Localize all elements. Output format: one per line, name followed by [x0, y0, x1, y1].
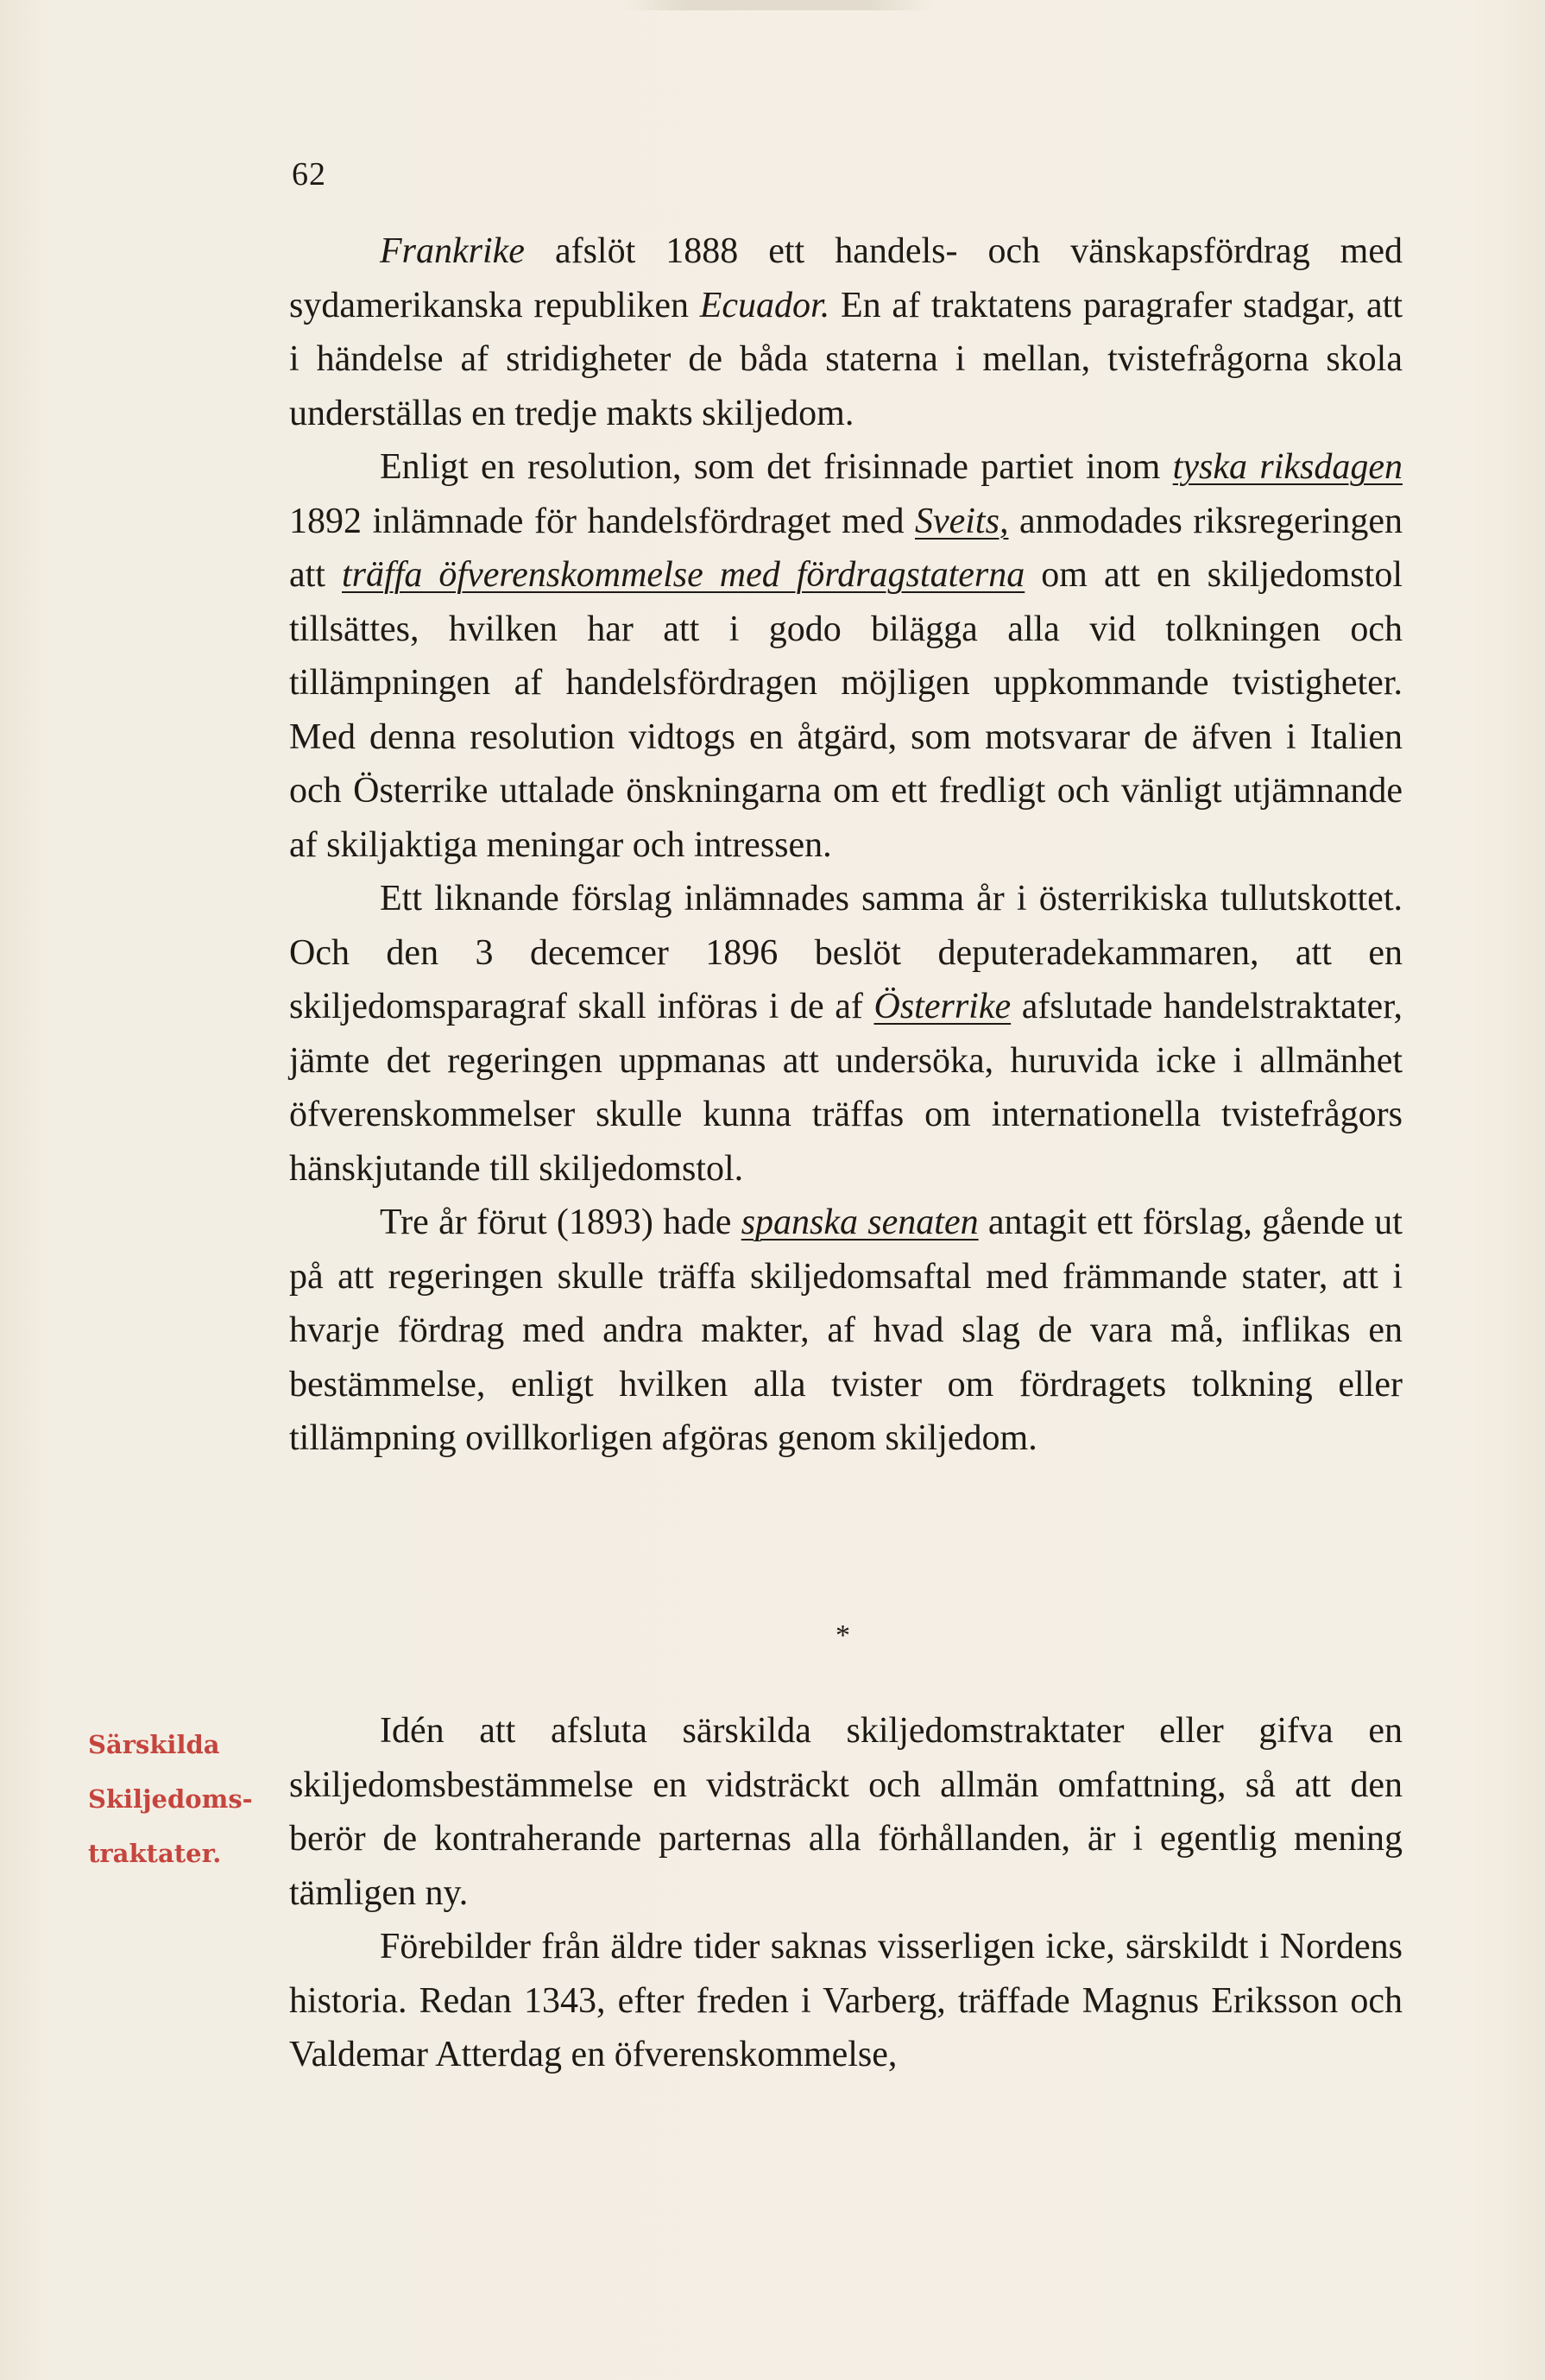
main-text-block-lower: [289, 1704, 1403, 2082]
paragraph-4-text-b: antagit ett förslag, gående ut på att regeringen skulle träffa skiljedomsaftal med främmande stater, att i hvarje fördrag med andra makter, af hvad slag de vara må, inflikas en bestämmelse, enligt hvilken alla tvister om fördragets tolkning eller tillämpning ovillkorligen afgöras genom skiljedom.: [289, 1203, 1403, 1458]
paragraph-4-text-a: Tre år förut (1893) hade: [380, 1203, 741, 1242]
paragraph-6: Förebilder från äldre tider saknas visserligen icke, särskildt i Nordens historia. Redan 1343, efter freden i Varberg, träffade Magnus Eriksson och Valdemar Atterdag en öfverenskommelse,: [289, 1927, 1403, 2074]
emphasis-spanska-senaten: spanska senaten: [741, 1203, 979, 1242]
emphasis-tyska-riksdagen: tyska riksdagen: [1172, 447, 1403, 487]
paragraph-5: Idén att afsluta särskilda skiljedomstraktater eller gifva en skiljedomsbestämmelse en vidsträckt och allmän omfattning, så att den berör de kontraherande parternas alla förhållanden, är i egentlig mening tämligen ny.: [289, 1711, 1403, 1913]
page-number: 62: [292, 156, 326, 193]
emphasis-frankrike: Frankrike: [380, 231, 525, 271]
emphasis-sveits: Sveits,: [914, 501, 1009, 541]
paragraph-3-text-b: afslutade handelstraktater, jämte det regeringen uppmanas att undersöka, huruvida icke i allmänhet öfverenskommelser skulle kunna träffas om internationella tvistefrågors hänskjutande till skiljedomstol.: [289, 987, 1403, 1189]
paragraph-2-text-d: om att en skiljedomstol tillsättes, hvilken har att i godo bilägga alla vid tolkningen och tillämpningen af handelsfördragen möjligen uppkommande tvistigheter. Med denna resolution vidtogs en åtgärd, som motsvarar de äfven i Italien och Österrike uttalade önskningarna om ett fredligt och vänligt utjämnande af skiljaktiga meningar och intressen.: [289, 555, 1403, 865]
section-separator: *: [836, 1619, 850, 1651]
paragraph-4: [289, 1196, 1403, 1466]
margin-note: [88, 1718, 287, 1881]
paragraph-2-text-c: anmodades riksregeringen att: [289, 501, 1403, 595]
paragraph-3: [289, 872, 1403, 1196]
paragraph-2-text-b: 1892 inlämnade för handelsfördraget med: [289, 501, 915, 541]
paragraph-1-text-b: En af traktatens paragrafer stadgar, att i händelse af stridigheter de båda staterna i mellan, tvistefrågorna skola underställas en tredje makts skiljedom.: [289, 285, 1403, 433]
scan-edge-mark: [621, 0, 932, 10]
main-text-block-upper: [289, 224, 1403, 1466]
emphasis-osterrike: Österrike: [873, 987, 1012, 1026]
margin-note-line-1: Särskilda: [88, 1730, 220, 1759]
paragraph-2-text-a: Enligt en resolution, som det frisinnade partiet inom: [380, 447, 1173, 487]
margin-note-line-2: Skiljedoms-: [88, 1784, 253, 1814]
emphasis-ecuador: Ecuador.: [699, 285, 830, 325]
emphasis-traffa-ofverenskommelse: träffa öfverenskommelse med fördragstaterna: [342, 555, 1025, 595]
paragraph-1: [289, 224, 1403, 440]
margin-note-line-3: traktater.: [88, 1839, 222, 1868]
paragraph-1-text-a: afslöt 1888 ett handels- och vänskapsfördrag med sydamerikanska republiken: [289, 231, 1403, 325]
paragraph-3-text-a: Ett liknande förslag inlämnades samma år i österrikiska tullutskottet. Och den 3 decemcer 1896 beslöt deputeradekammaren, att en skiljedomsparagraf skall införas i de af: [289, 879, 1403, 1026]
paragraph-2: [289, 440, 1403, 872]
